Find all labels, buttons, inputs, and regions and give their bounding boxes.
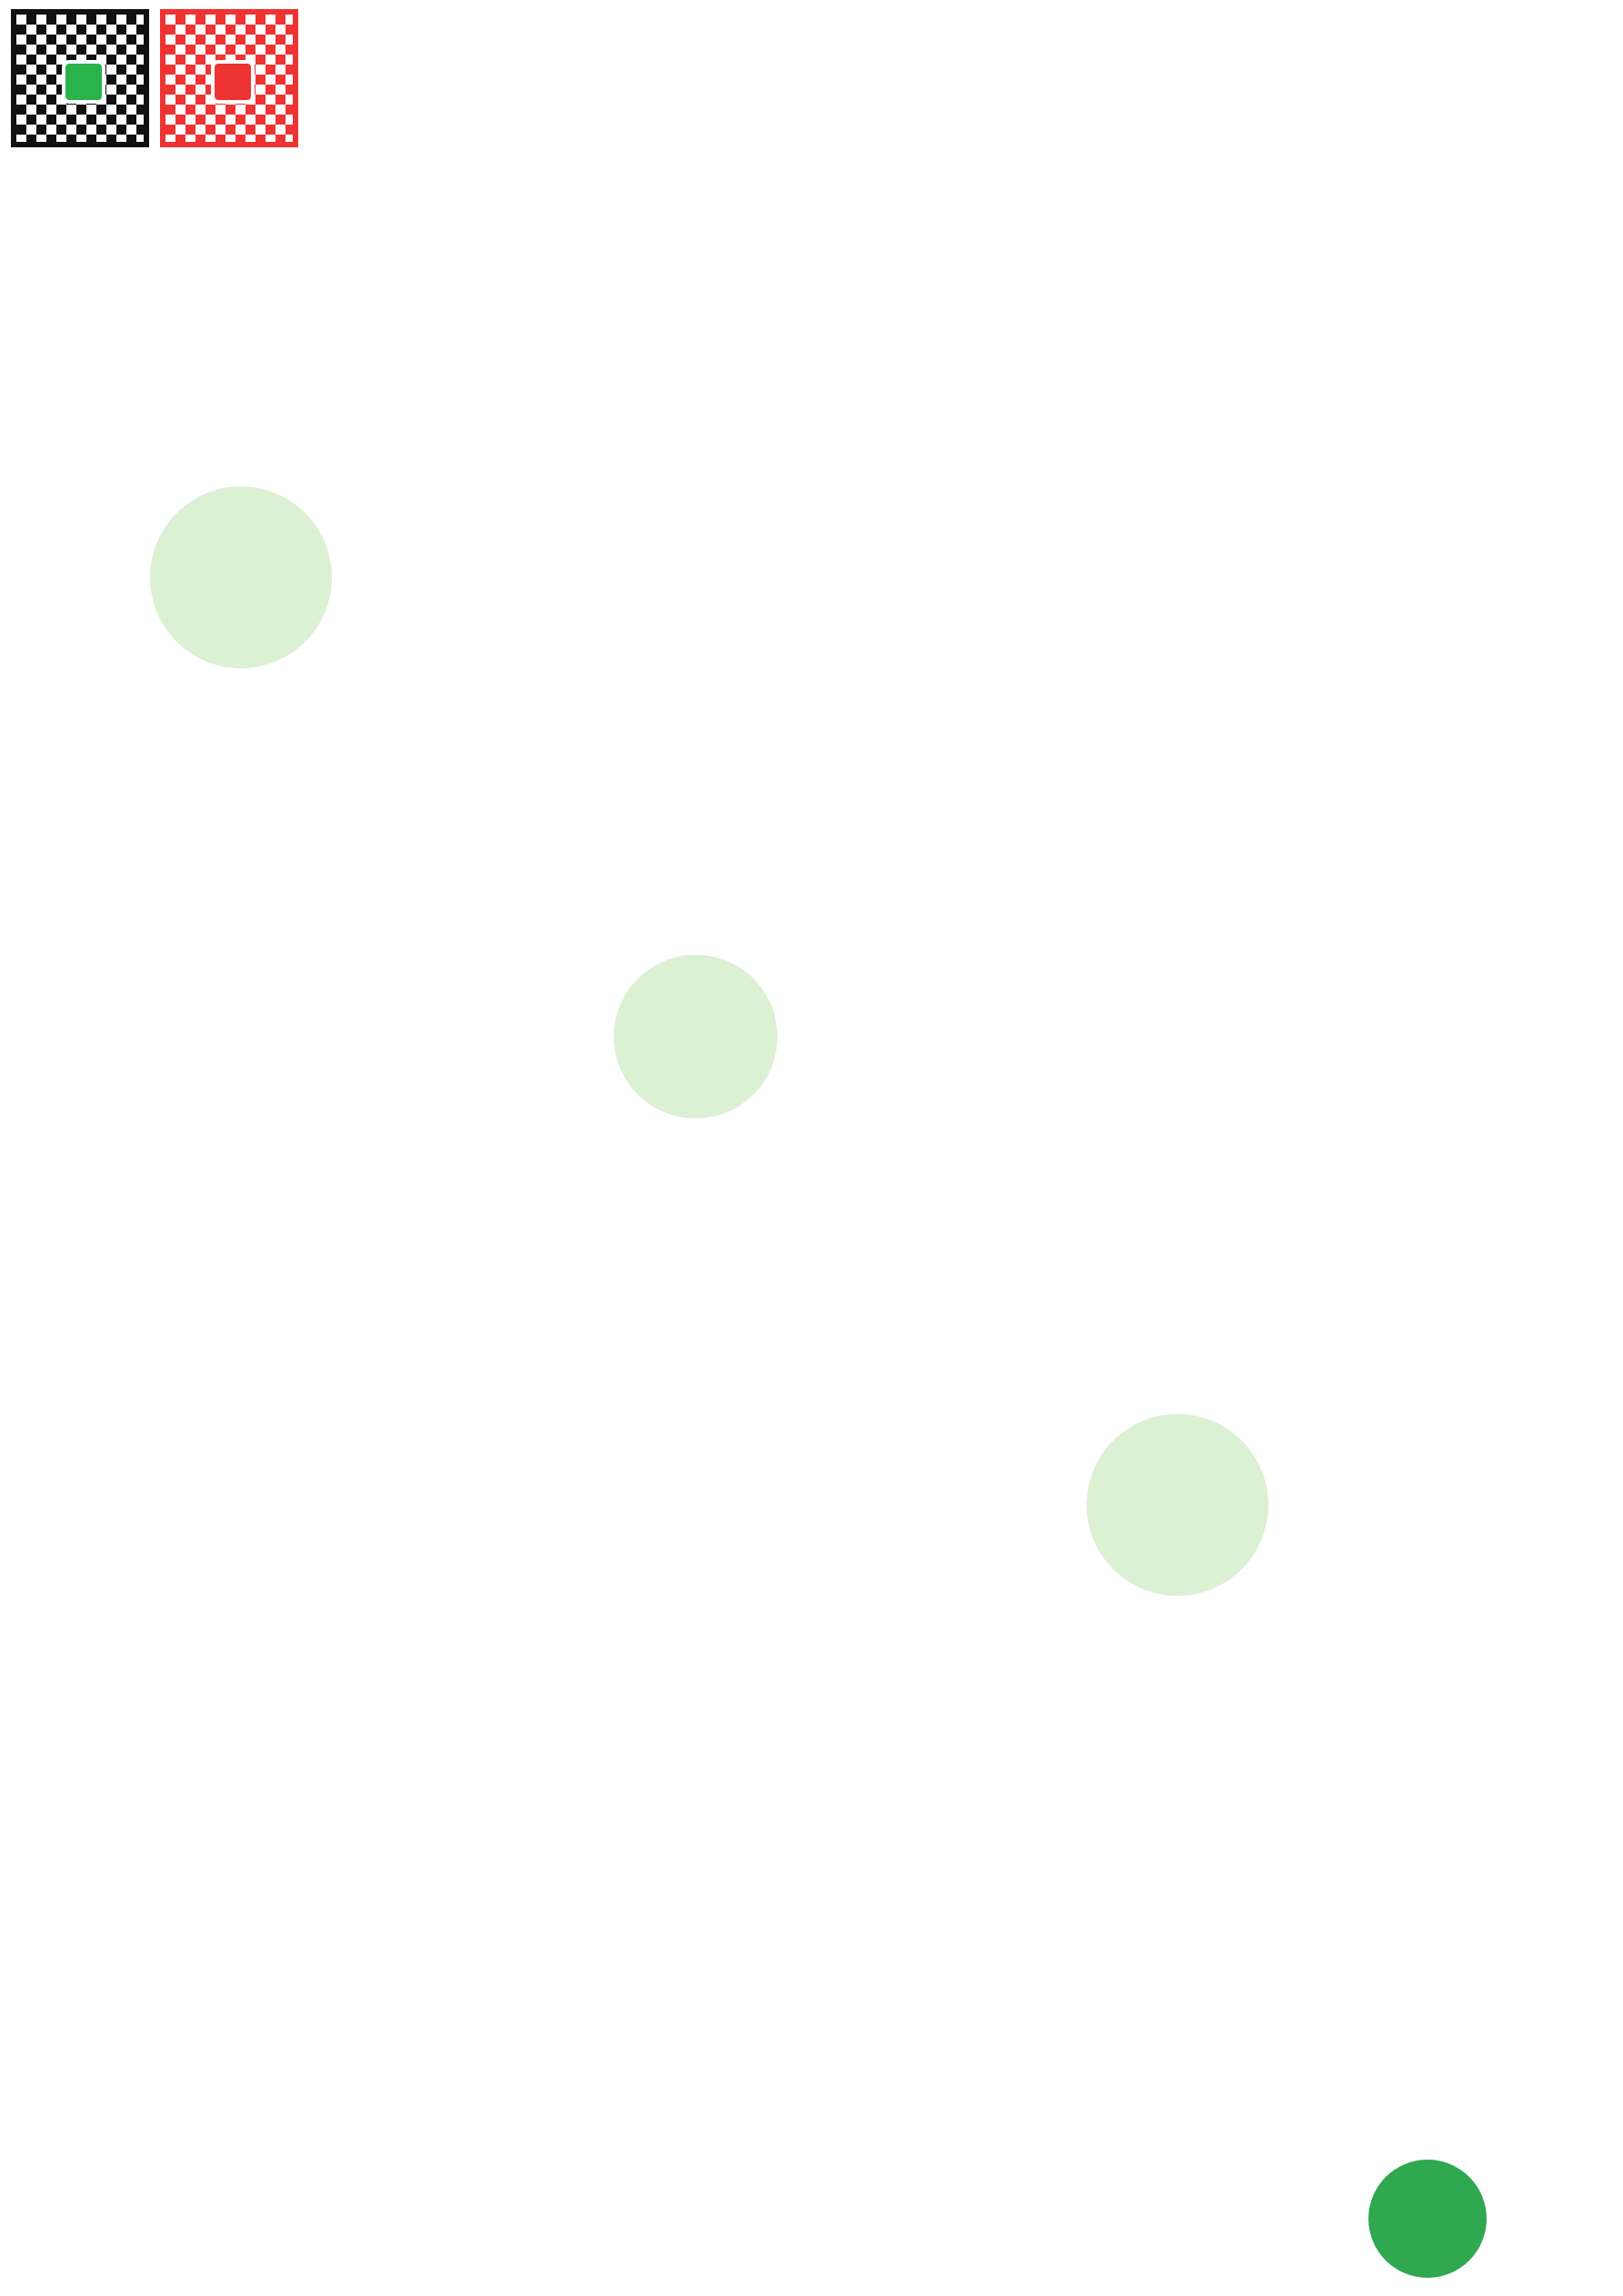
wechat-icon xyxy=(62,60,105,104)
wechat-qr-code xyxy=(11,9,149,147)
guitar-logo-icon xyxy=(1368,2160,1487,2278)
taobao-icon xyxy=(211,60,255,104)
watermark-logo xyxy=(614,955,777,1118)
watermark-logo xyxy=(1087,1414,1268,1596)
watermark-logo xyxy=(150,486,332,668)
taobao-qr-code xyxy=(160,9,298,147)
